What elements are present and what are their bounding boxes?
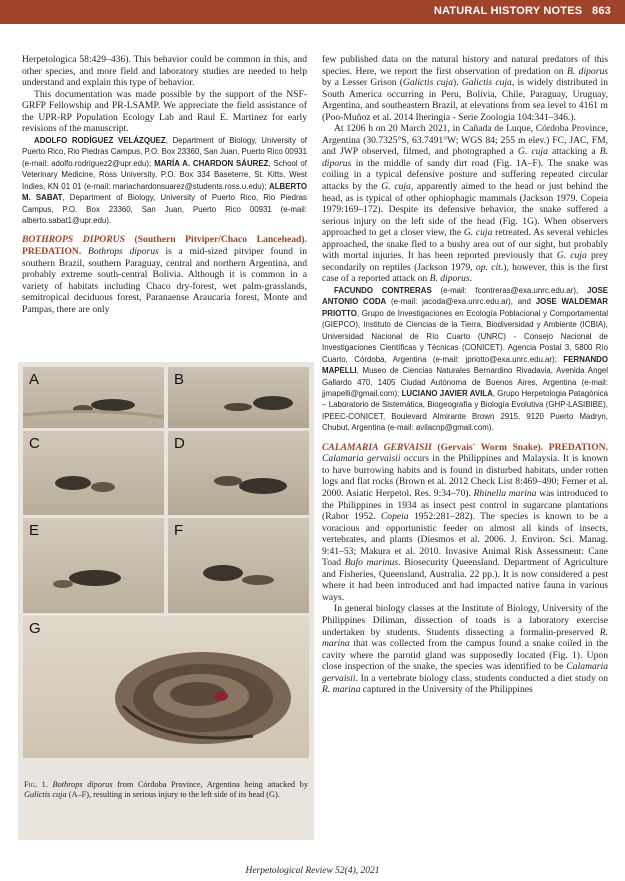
section-title: NATURAL HISTORY NOTES (433, 5, 583, 17)
author-affiliation: (e-mail: jacoda@exa.unrc.edu.ar), and (386, 297, 536, 307)
body-text: few published data on the natural history and natural predators of this species. Here, we report the first observation of predation on (322, 54, 608, 77)
caption-label: Fig. 1. (24, 780, 48, 789)
author-affiliation: , School of Veterinary Medicine, Ross University, P.O. Box 334 Baseterre, St. Kitts, West Indies, KN 01 01 (e-mail: mariachardonsuarez@students.ross.u.edu); (22, 158, 307, 191)
species-name: Galictis cuja (461, 77, 512, 89)
grison-snake-photo (23, 518, 164, 613)
species-name: Rhinella marina (473, 488, 537, 500)
species-name: B. diporus (322, 146, 608, 169)
body-text: . Biosecurity Queensland. Department of Agriculture and Fisheries, Queensland, Australia. 22 pp.). It is now considered a pest where it had been introduced and had impacted native fauna in various ways. (322, 557, 608, 603)
author-name: JOSE ANTONIO CODA (322, 285, 608, 307)
photo-grid (23, 367, 309, 758)
photo-panel-g (23, 616, 309, 758)
species-name: G. cuja (556, 250, 587, 262)
species-name: Bothrops diporus (87, 246, 159, 257)
running-head (434, 5, 611, 17)
paragraph (322, 603, 608, 695)
species-name: Calamaria gervaisii (322, 453, 401, 465)
paragraph (322, 123, 608, 285)
grison-snake-photo (168, 518, 309, 613)
panel-label: F (174, 522, 184, 539)
author-affiliation: , Grupo Herpetologia Patagónica – Laboratorio de Sistemática, Biogeografía y Biología Evolutiva (GHP-LASIBIBE), IPEEC-CONICET, Boulevard Almirante Brown 2915, 9120 Puerto Madryn, Chubut, Argentina (e-mail: avilacnp@gmail.com). (322, 389, 608, 433)
photo-panel-d (168, 431, 309, 515)
species-name: Bufo marinus (344, 557, 399, 569)
panel-label: E (29, 522, 40, 539)
panel-label: D (174, 435, 185, 452)
species-name: B. diporus (429, 273, 470, 285)
figure-caption (24, 780, 308, 800)
photo-panel-c (23, 431, 164, 515)
page-footer: Herpetological Review 52(4), 2021 (245, 866, 380, 876)
body-text: that was collected from the campus found a snake coiled in the cavity where the parotid gland was supposedly located (Fig. 1). Upon close inspection of the snake, the species was identified to be (322, 638, 608, 673)
body-text: . (469, 273, 472, 285)
grison-snake-photo (168, 367, 309, 428)
photo-panel-a (23, 367, 164, 428)
journal-name: Copeia (380, 511, 409, 523)
panel-label: A (29, 371, 40, 388)
page-number: 863 (592, 5, 611, 17)
body-text: ). (453, 77, 462, 89)
right-column (322, 54, 608, 696)
paragraph: Herpetologica 58:429–436). This behavior could be common in this, and other species, and more field and laboratory studies are needed to help understand and explain this type of behavior. (22, 54, 307, 89)
photo-panel-e (23, 518, 164, 613)
body-text: was introduced to the Philippines in 1934 as insect pest control in sugarcane plantations (Rabor 1952. (322, 488, 609, 523)
species-heading-common: (Gervais' Worm Snake). PREDATION. (431, 441, 608, 453)
species-name: G. cuja (381, 181, 411, 193)
author-affiliation: (e-mail: fcontreras@exa.unrc.edu.ar), (431, 285, 587, 295)
author-name: ALBERTO M. SABAT (22, 181, 307, 203)
body-text: in the middle of sandy dirt road (Fig. 1A–F). The snake was coiling in a typical defensive posture and suffering repeated circular attacks by the (322, 157, 608, 193)
author-name: FACUNDO CONTRERAS (334, 285, 432, 295)
species-name: Bothrops diporus (52, 780, 113, 789)
author-name: JOSE WALDEMAR PRIOTTO (322, 297, 608, 318)
paragraph (322, 54, 608, 123)
author-block (22, 135, 307, 227)
panel-label: G (29, 620, 41, 637)
body-text: is a mid-sized pitviper found in southern Brazil, southern Paraguay, central and northern Argentina, and probably extreme south-central Bolivia. Although it is common in a variety of habitats including Chaco dry-forest, wet palm-grasslands, semitropical deciduous forest, Paranaense Araucaria forest, Monte and Pampas, there are only (22, 246, 307, 315)
author-name: ADOLFO RODÍGUEZ VELÁZQUEZ (34, 135, 166, 145)
page-header (0, 0, 625, 24)
caption-text: (A–F), resulting in serious injury to the left side of its head (G). (66, 790, 280, 800)
body-text: occurs in the Philippines and Malaysia. It is known to have burrowing habits and is found in disturbed habitats, under rotten logs and flat rocks (Brown et al. 2012 Check List 8:469–490; Ferner et al. 2000. Asiatic Herpetol. Res. 9:34–70). (322, 453, 608, 500)
species-heading-common: (Southern Pitviper/Chaco Lancehead). PREDATION. (22, 234, 307, 257)
body-text: At 1206 h on 20 March 2021, in Cañada de Luque, Córdoba Province, Argentina (30.7325°S, 63.7491°W; WGS 84; 255 m elev.) FC, JAC, FM, and JWP observed, filmed, and photographed a (322, 123, 608, 158)
coiled-snake-photo (23, 616, 309, 758)
grison-snake-photo (23, 367, 164, 428)
body-text: attacking a (547, 146, 600, 158)
author-block (322, 285, 608, 434)
body-text: captured in the University of the Philippines (360, 684, 533, 696)
note-bothrops (22, 234, 307, 315)
author-name: FERNANDO MAPELLI (322, 354, 608, 376)
body-text: In general biology classes at the Institute of Biology, University of the Philippines Diliman, dissection of toads is a laboratory exercise undertaken by students. Students dissecting a formalin-preserved (322, 603, 608, 638)
grison-snake-photo (23, 431, 164, 515)
species-name: Galictis cuja (24, 790, 67, 800)
author-name: LUCIANO JAVIER AVILA (401, 389, 493, 399)
body-text: ), however, this is the first case of a reported attack on (322, 261, 608, 285)
note-calamaria (322, 442, 608, 604)
figure-1 (18, 362, 314, 840)
citation-abbrev: op. cit. (475, 261, 504, 273)
author-affiliation: , Grupo de Investigaciones en Ecología Poblacional y Comportamental (GIEPCO), Instituto de Ciencias de la Tierra, Biodiversidad y Ambiente (ICBIA), Universidad Nacional de Río Cuarto (UNRC) - Consejo Nacional de Investigaciones Científicas y Técnicas (CONICET). Agencia Postal 3, 5800 Río Cuarto, Córdoba, Argentina (e-mail: jpriotto@exa.unrc.edu.ar); (322, 308, 608, 364)
acknowledgments: This documentation was made possible by the support of the NSF-GRFP Fellowship and PR-LSAMP. We appreciate the field assistance of the UPR-RP Population Ecology Lab and Raul E. Martinez for early revisions of the manuscript. (22, 88, 307, 135)
body-text: 1952:281–282). The species is known to be a voracious and opportunistic feeder on almost all kinds of insects, vertebrates, and plants (Diesmos et al. 2006. J. Environ. Sci. Manag. 9:41–53; Makura et al. 2010. Invasive Animal Risk Assessment: Cane Toad (322, 511, 608, 569)
panel-label: C (29, 435, 40, 452)
body-text: , is widely distributed in South America occurring in Peru, Bolivia, Chile, Paraguay, Uruguay, Argentina, and southeastern Brazil, at elevations from sea level to 4161 m (Poo-Muñoz et al. 2014 Iheringia - Serie Zoologia 104:341–346.). (322, 77, 608, 123)
photo-panel-f (168, 518, 309, 613)
grison-snake-photo (168, 431, 309, 515)
photo-panel-b (168, 367, 309, 428)
body-text: by a Lesser Grison ( (322, 77, 403, 89)
body-text: . In a vertebrate biology class, students conducted a diet study on (355, 672, 608, 684)
author-affiliation: , Department of Biology, University of Puerto Rico, Rio Piedras Campus, P.O. Box 23360, San Juan, Puerto Rico 00931 (e-mail: adolfo.rodriguez2@upr.edu); (22, 135, 308, 168)
author-affiliation: , Department of Biology, University of Puerto Rico, Rio Piedras Campus, P.O. Box 23360, San Juan, Puerto Rico 00931 (e-mail: alberto.sabat1@upr.edu). (22, 193, 307, 225)
species-name: G. cuja (463, 227, 493, 239)
author-affiliation: , Museo de Ciencias Naturales Bernardino Rivadavia, Avenida Angel Gallardo 470, 1405 Ciudad Autónoma de Buenos Aires, Argentina (e-mail: jjmapelli@gmail.com); (322, 366, 608, 399)
species-heading: CALAMARIA GERVAISII (322, 441, 432, 453)
left-column (22, 54, 307, 315)
species-name: B. diporus (567, 65, 608, 77)
body-text: , apparently aimed to the head or just behind the head, as is typical of other ophiophagic mammals (Jackson 1979. Copeia 1979:169–172). Despite its defensive behavior, the snake suffered a serious injury on the left side of the head (Fig. 1G). When observers approached to get a closer view, the (322, 181, 608, 239)
body-text: retreated. As several vehicles approached, the snake fled to a bushy area out of our sight, but probably with mortal injuries. It has been reported previously that (322, 227, 608, 262)
species-name: Calamaria gervaisii (322, 661, 608, 684)
species-name: Galictis cuja (402, 77, 453, 89)
species-name: G. cuja (517, 146, 548, 158)
caption-text: from Córdoba Province, Argentina being attacked by (112, 780, 308, 789)
panel-label: B (174, 371, 185, 388)
species-heading: BOTHROPS DIPORUS (22, 234, 125, 246)
body-text: prey secondarily on reptiles (Jackson 1979, (322, 250, 608, 273)
species-name: R. marina (322, 684, 361, 696)
author-name: MARÍA A. CHARDON SÁUREZ (154, 158, 269, 168)
species-name: R. marina (322, 626, 608, 650)
